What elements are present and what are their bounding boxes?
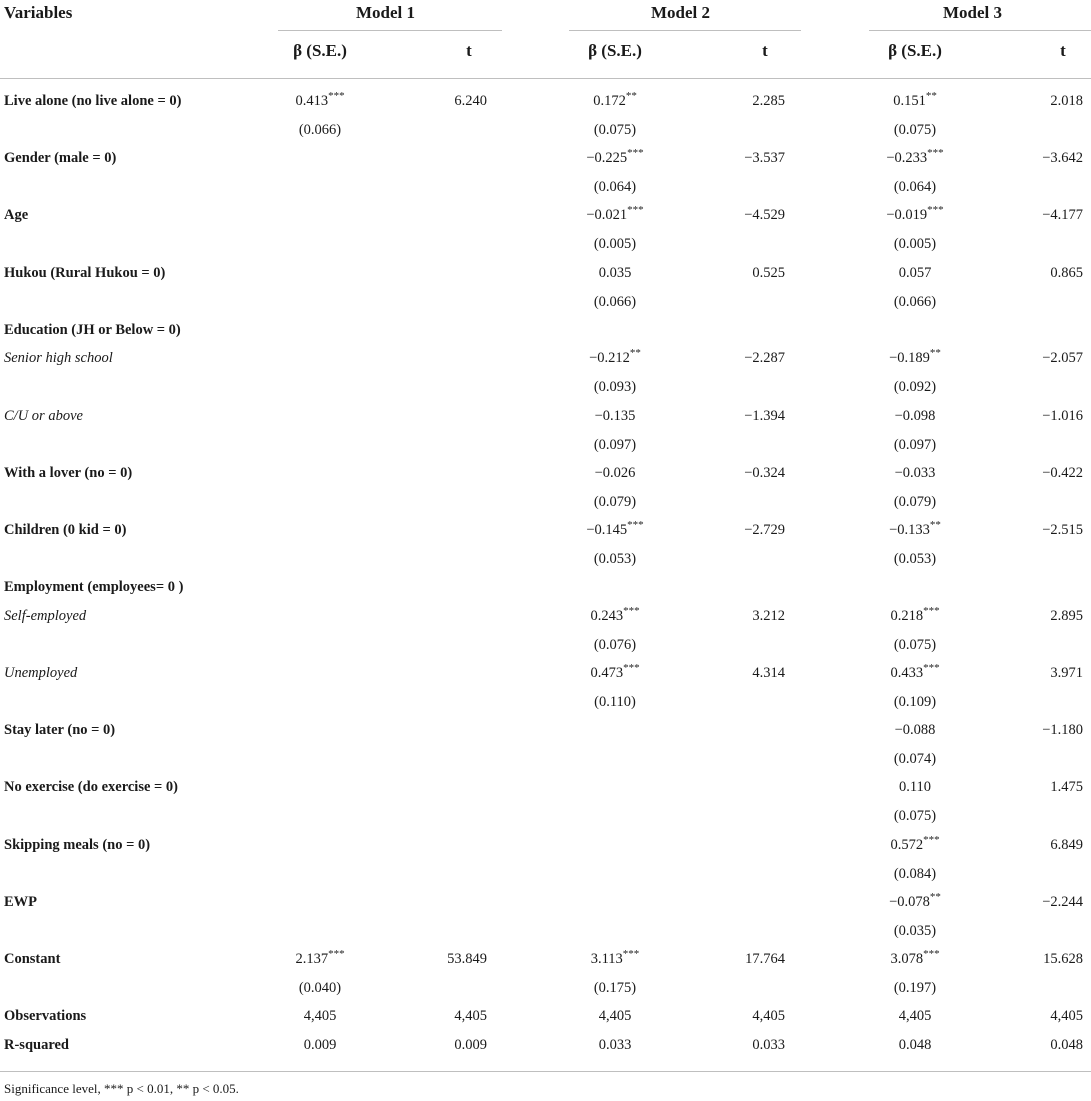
coefficient-value: 0.572 (890, 837, 924, 853)
coefficient-value: 0.172 (593, 93, 626, 109)
model-2-t-header: t (762, 41, 768, 60)
coefficient-cell (555, 408, 675, 425)
significance-stars: *** (328, 948, 345, 961)
row-label: Age (4, 207, 29, 223)
standard-error-cell: (0.074) (893, 751, 937, 767)
t-value-cell: 2.895 (1050, 608, 1083, 624)
coefficient-value: 0.110 (898, 779, 932, 795)
t-value-cell: 0.048 (1050, 1037, 1083, 1053)
t-value-cell: 4,405 (752, 1008, 785, 1024)
t-value-cell: 0.525 (752, 265, 785, 281)
significance-stars: *** (923, 605, 940, 618)
significance-stars: ** (929, 891, 941, 904)
significance-stars: *** (923, 948, 940, 961)
standard-error-cell: (0.079) (893, 494, 937, 510)
t-value-cell: 3.212 (752, 608, 785, 624)
standard-error-cell: (0.093) (593, 379, 637, 395)
row-label: No exercise (do exercise = 0) (4, 779, 179, 795)
standard-error-cell: (0.109) (893, 694, 937, 710)
t-value-cell: −0.422 (1042, 465, 1083, 481)
standard-error-cell: (0.005) (893, 236, 937, 252)
row-label: Children (0 kid = 0) (4, 522, 127, 538)
footnote: Significance level, *** p < 0.01, ** p < 0.05. (4, 1081, 239, 1096)
coefficient-cell (855, 1037, 975, 1054)
standard-error-cell: (0.092) (893, 379, 937, 395)
row-label: Live alone (no live alone = 0) (4, 93, 182, 109)
model-3-underline (869, 30, 1091, 31)
coefficient-value: 4,405 (303, 1008, 337, 1024)
significance-stars: ** (629, 347, 641, 360)
standard-error-cell: (0.197) (893, 980, 937, 996)
coefficient-value: 0.243 (590, 608, 624, 624)
t-value-cell: 4,405 (1050, 1008, 1083, 1024)
row-label: With a lover (no = 0) (4, 465, 133, 481)
coefficient-cell (855, 948, 975, 968)
standard-error-cell: (0.066) (298, 122, 342, 138)
coefficient-cell (855, 834, 975, 854)
coefficient-value: 0.009 (303, 1037, 337, 1053)
standard-error-cell: (0.075) (893, 122, 937, 138)
coefficient-cell (260, 1037, 380, 1054)
coefficient-cell (555, 265, 675, 282)
coefficient-cell (260, 1008, 380, 1025)
standard-error-cell: (0.175) (593, 980, 637, 996)
coefficient-value: −0.225 (586, 150, 628, 166)
coefficient-cell (555, 1008, 675, 1025)
significance-stars: ** (929, 347, 941, 360)
standard-error-cell: (0.075) (593, 122, 637, 138)
t-value-cell: 2.018 (1050, 93, 1083, 109)
t-value-cell: −1.394 (744, 408, 785, 424)
t-value-cell: 15.628 (1043, 951, 1083, 967)
coefficient-value: 2.137 (295, 951, 329, 967)
coefficient-cell (555, 948, 675, 968)
row-label: Gender (male = 0) (4, 150, 117, 166)
model-2-header: Model 2 (651, 3, 711, 22)
t-value-cell: −2.729 (744, 522, 785, 538)
coefficient-value: 0.413 (295, 93, 329, 109)
model-1-beta-header: β (S.E.) (293, 41, 347, 60)
coefficient-value: −0.133 (889, 522, 930, 538)
coefficient-value: 3.113 (590, 951, 623, 967)
model-1-t-header: t (466, 41, 472, 60)
significance-stars: *** (328, 90, 345, 103)
t-value-cell: 0.009 (454, 1037, 487, 1053)
coefficient-cell (555, 1037, 675, 1054)
coefficient-value: 0.218 (890, 608, 924, 624)
standard-error-cell: (0.005) (593, 236, 637, 252)
coefficient-cell (555, 204, 675, 224)
t-value-cell: 3.971 (1050, 665, 1083, 681)
model-2-beta-header: β (S.E.) (588, 41, 642, 60)
row-label: Skipping meals (no = 0) (4, 837, 151, 853)
coefficient-cell (555, 465, 675, 482)
t-value-cell: −2.287 (744, 350, 785, 366)
coefficient-value: −0.078 (889, 894, 930, 910)
coefficient-value: 0.033 (598, 1037, 632, 1053)
coefficient-value: −0.088 (894, 722, 936, 738)
coefficient-value: 0.433 (890, 665, 924, 681)
t-value-cell: 4,405 (454, 1008, 487, 1024)
significance-stars: *** (622, 948, 640, 961)
coefficient-cell (555, 347, 675, 367)
coefficient-value: −0.233 (886, 150, 928, 166)
coefficient-cell (260, 90, 380, 110)
standard-error-cell: (0.075) (893, 637, 937, 653)
coefficient-value: −0.033 (894, 465, 936, 481)
coefficient-cell (260, 948, 380, 968)
coefficient-value: 0.151 (893, 93, 926, 109)
coefficient-cell (855, 265, 975, 282)
coefficient-cell (855, 90, 975, 110)
row-label: Education (JH or Below = 0) (4, 322, 181, 338)
significance-stars: *** (923, 834, 940, 847)
standard-error-cell: (0.066) (593, 294, 637, 310)
coefficient-cell (855, 204, 975, 224)
coefficient-value: 4,405 (598, 1008, 632, 1024)
coefficient-value: 0.057 (898, 265, 932, 281)
t-value-cell: 1.475 (1050, 779, 1083, 795)
coefficient-cell (855, 779, 975, 796)
coefficient-value: −0.135 (594, 408, 636, 424)
standard-error-cell: (0.053) (593, 551, 637, 567)
row-label: Hukou (Rural Hukou = 0) (4, 265, 166, 281)
significance-stars: ** (625, 90, 637, 103)
row-label: EWP (4, 894, 38, 910)
t-value-cell: 6.240 (454, 93, 487, 109)
significance-stars: *** (927, 204, 944, 217)
model-3-header: Model 3 (943, 3, 1003, 22)
coefficient-cell (555, 662, 675, 682)
model-3-t-header: t (1060, 41, 1066, 60)
row-label: Self-employed (4, 608, 87, 624)
row-label: Unemployed (4, 665, 78, 681)
significance-stars: *** (623, 605, 640, 618)
t-value-cell: −4.529 (744, 207, 785, 223)
standard-error-cell: (0.040) (298, 980, 342, 996)
coefficient-value: 3.078 (890, 951, 924, 967)
significance-stars: *** (923, 662, 940, 675)
coefficient-value: 0.048 (898, 1037, 932, 1053)
row-label: Observations (4, 1008, 87, 1024)
t-value-cell: −0.324 (744, 465, 785, 481)
coefficient-cell (855, 408, 975, 425)
standard-error-cell: (0.035) (893, 923, 937, 939)
bottom-rule (0, 1071, 1091, 1072)
t-value-cell: −1.180 (1042, 722, 1083, 738)
model-1-underline (278, 30, 502, 31)
standard-error-cell: (0.110) (594, 694, 636, 710)
coefficient-cell (555, 605, 675, 625)
corner-label: Variables (4, 3, 73, 22)
t-value-cell: −3.642 (1042, 150, 1083, 166)
coefficient-cell (855, 662, 975, 682)
standard-error-cell: (0.064) (593, 179, 637, 195)
coefficient-cell (855, 722, 975, 739)
standard-error-cell: (0.066) (893, 294, 937, 310)
coefficient-cell (855, 1008, 975, 1025)
row-label: Senior high school (4, 350, 113, 366)
t-value-cell: −2.244 (1042, 894, 1083, 910)
row-label: R-squared (4, 1037, 69, 1053)
t-value-cell: 53.849 (447, 951, 487, 967)
standard-error-cell: (0.084) (893, 866, 937, 882)
standard-error-cell: (0.076) (593, 637, 637, 653)
coefficient-cell (555, 519, 675, 539)
t-value-cell: 17.764 (745, 951, 785, 967)
coefficient-cell (855, 605, 975, 625)
t-value-cell: 0.865 (1050, 265, 1083, 281)
t-value-cell: 4.314 (752, 665, 785, 681)
row-label: Stay later (no = 0) (4, 722, 116, 738)
coefficient-value: −0.212 (589, 350, 630, 366)
coefficient-value: 0.473 (590, 665, 624, 681)
coefficient-cell (855, 465, 975, 482)
t-value-cell: −1.016 (1042, 408, 1083, 424)
standard-error-cell: (0.075) (893, 808, 937, 824)
row-label: Employment (employees= 0 ) (4, 579, 184, 595)
t-value-cell: −2.057 (1042, 350, 1083, 366)
model-3-beta-header: β (S.E.) (888, 41, 942, 60)
coefficient-value: 0.035 (598, 265, 632, 281)
standard-error-cell: (0.053) (893, 551, 937, 567)
coefficient-cell (555, 147, 675, 167)
t-value-cell: 0.033 (752, 1037, 785, 1053)
coefficient-cell (855, 519, 975, 539)
standard-error-cell: (0.097) (893, 437, 937, 453)
standard-error-cell: (0.097) (593, 437, 637, 453)
coefficient-value: −0.189 (889, 350, 930, 366)
standard-error-cell: (0.079) (593, 494, 637, 510)
significance-stars: *** (627, 147, 644, 160)
row-label: Constant (4, 951, 61, 967)
significance-stars: *** (623, 662, 640, 675)
standard-error-cell: (0.064) (893, 179, 937, 195)
header-rule (0, 78, 1091, 79)
significance-stars: ** (925, 90, 937, 103)
coefficient-value: −0.021 (586, 207, 628, 223)
t-value-cell: 6.849 (1050, 837, 1083, 853)
t-value-cell: −4.177 (1042, 207, 1083, 223)
coefficient-value: −0.098 (894, 408, 936, 424)
significance-stars: *** (627, 204, 644, 217)
t-value-cell: −3.537 (744, 150, 785, 166)
significance-stars: ** (929, 519, 941, 532)
t-value-cell: 2.285 (752, 93, 785, 109)
coefficient-value: 4,405 (898, 1008, 932, 1024)
coefficient-cell (855, 891, 975, 911)
row-label: C/U or above (4, 408, 83, 424)
coefficient-value: −0.026 (594, 465, 636, 481)
model-1-header: Model 1 (356, 3, 416, 22)
coefficient-value: −0.019 (886, 207, 928, 223)
significance-stars: *** (927, 147, 944, 160)
coefficient-cell (855, 147, 975, 167)
coefficient-value: −0.145 (586, 522, 628, 538)
model-2-underline (569, 30, 801, 31)
significance-stars: *** (627, 519, 644, 532)
t-value-cell: −2.515 (1042, 522, 1083, 538)
coefficient-cell (855, 347, 975, 367)
coefficient-cell (555, 90, 675, 110)
